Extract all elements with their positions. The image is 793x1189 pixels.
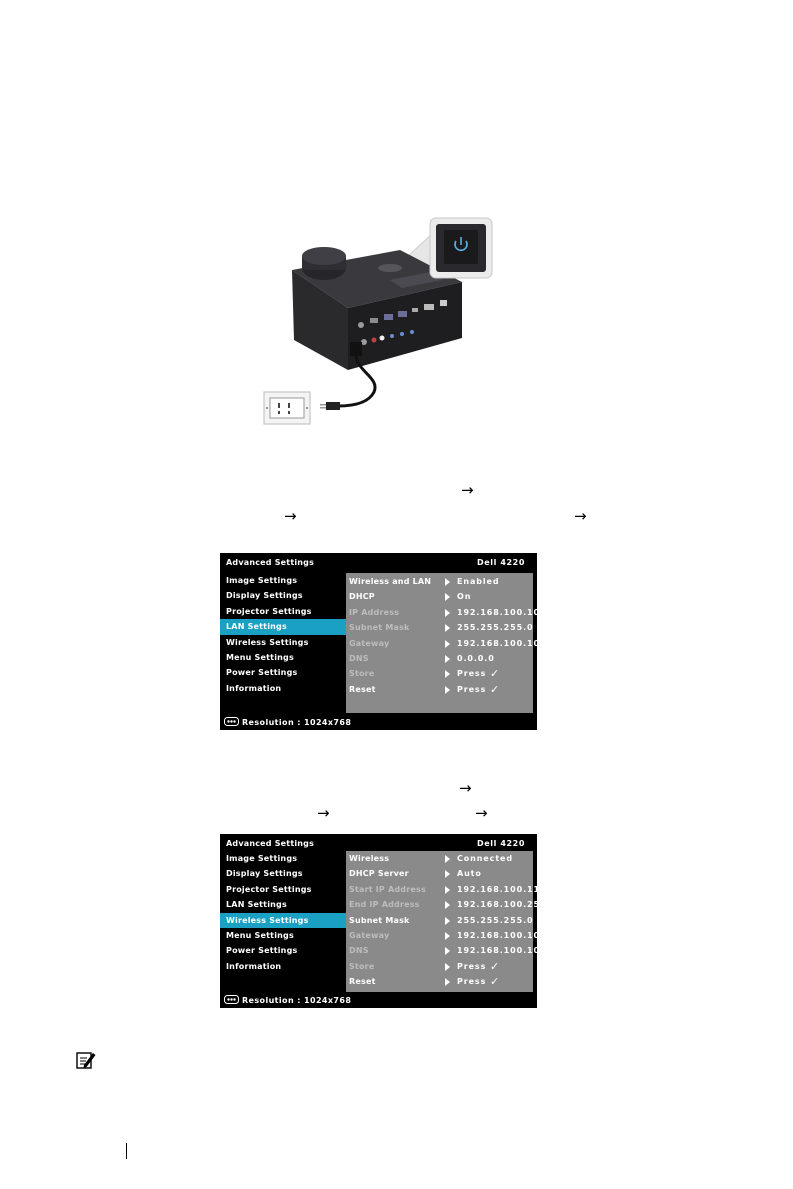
setting-label: Wireless and LAN [349,577,432,586]
setting-row-dhcp-server[interactable] [346,866,533,881]
sidebar-item-wireless-settings[interactable]: Wireless Settings [226,637,309,647]
wireless-settings-menu [220,834,547,1008]
triangle-right-icon [445,609,450,617]
model-name: Dell 4220 [476,558,525,567]
checkmark-icon: ✓ [490,667,500,681]
osd-header [220,834,537,852]
osd-footer [220,714,537,730]
sidebar-item-menu-settings[interactable]: Menu Settings [226,930,294,940]
setting-row-dhcp[interactable] [346,589,533,604]
triangle-right-icon [445,978,450,986]
lan-settings-menu [220,553,540,730]
arrow-icon: → [284,507,297,525]
setting-value: 255.255.255.0 [457,915,534,925]
triangle-right-icon [445,886,450,894]
setting-row-subnet-mask[interactable] [346,913,533,928]
page-footer-divider [126,1143,127,1159]
osd-settings-panel [346,851,547,992]
setting-value: 192.168.100.10 [457,946,540,956]
note-pencil-icon [76,1050,96,1070]
setting-value: Press [457,684,487,694]
menu-title: Advanced Settings [226,558,315,567]
projector-power-illustration [240,210,510,435]
arrow-icon: → [461,481,474,499]
triangle-right-icon [445,640,450,648]
setting-label: End IP Address [349,900,420,910]
setting-label: DHCP Server [349,869,409,879]
setting-value: Press [457,669,487,679]
osd-footer [220,992,537,1008]
triangle-right-icon [445,578,450,586]
setting-label: Start IP Address [349,884,426,894]
setting-label: Store [349,961,375,971]
sidebar-item-information[interactable]: Information [226,961,282,971]
resolution-text: Resolution : 1024x768 [242,996,352,1005]
setting-row-reset[interactable] [346,974,533,989]
setting-value: 192.168.100.254 [457,900,547,910]
setting-label: DNS [349,653,369,663]
sidebar-item-image-settings[interactable]: Image Settings [226,576,298,585]
setting-value: On [457,592,472,602]
setting-value: Enabled [457,577,500,586]
triangle-right-icon [445,963,450,971]
setting-label: Gateway [349,638,390,648]
source-icon [224,717,239,726]
setting-value: 255.255.255.0 [457,623,534,633]
model-name: Dell 4220 [476,839,525,848]
setting-label: Gateway [349,930,390,940]
triangle-right-icon [445,855,450,863]
triangle-right-icon [445,947,450,955]
setting-value: 0.0.0.0 [457,653,495,663]
setting-row-gateway[interactable] [346,928,540,943]
osd-header [220,553,537,571]
setting-value: Connected [457,854,514,863]
arrow-icon: → [574,507,587,525]
osd-settings-panel [346,573,540,713]
sidebar-item-information[interactable]: Information [226,683,282,693]
setting-label: Store [349,669,375,679]
setting-label: IP Address [349,607,400,617]
osd-sidebar [220,851,346,974]
setting-label: DNS [349,946,369,956]
sidebar-item-power-settings[interactable]: Power Settings [226,946,298,956]
checkmark-icon: ✓ [490,682,500,696]
setting-row-end-ip-address[interactable] [346,897,547,912]
setting-label: DHCP [349,592,375,602]
arrow-icon: → [459,779,472,797]
arrow-icon: → [317,804,330,822]
checkmark-icon: ✓ [490,975,500,989]
triangle-right-icon [445,655,450,663]
setting-label: Subnet Mask [349,623,410,633]
sidebar-item-lan-settings[interactable]: LAN Settings [226,900,287,910]
sidebar-item-display-settings[interactable]: Display Settings [226,869,303,879]
setting-label: Reset [349,977,376,987]
setting-row-subnet-mask[interactable] [346,620,533,635]
setting-value: Auto [457,869,482,879]
setting-row-start-ip-address[interactable] [346,882,540,897]
triangle-right-icon [445,917,450,925]
setting-value: 192.168.100.11 [457,884,540,894]
setting-row-store[interactable] [346,666,533,681]
checkmark-icon: ✓ [490,959,500,973]
setting-row-reset[interactable] [346,682,533,697]
setting-row-wireless-and-lan[interactable] [346,574,533,589]
triangle-right-icon [445,670,450,678]
setting-row-dns[interactable] [346,651,533,666]
menu-title: Advanced Settings [226,839,315,848]
setting-row-dns[interactable] [346,943,540,958]
sidebar-item-projector-settings[interactable]: Projector Settings [226,606,312,616]
setting-row-wireless[interactable] [346,851,533,866]
setting-row-store[interactable] [346,959,533,974]
setting-value: 192.168.100.10 [457,930,540,940]
resolution-text: Resolution : 1024x768 [242,718,352,727]
sidebar-item-wireless-settings[interactable]: Wireless Settings [220,913,346,928]
arrow-icon: → [475,804,488,822]
setting-value: 192.168.100.10 [457,638,540,648]
osd-sidebar [220,573,346,696]
triangle-right-icon [445,686,450,694]
sidebar-item-power-settings[interactable]: Power Settings [226,668,298,678]
setting-row-gateway[interactable] [346,636,540,651]
setting-label: Subnet Mask [349,915,410,925]
sidebar-item-menu-settings[interactable]: Menu Settings [226,652,294,662]
triangle-right-icon [445,870,450,878]
sidebar-item-lan-settings[interactable]: LAN Settings [220,619,346,634]
setting-label: Reset [349,684,376,694]
sidebar-item-display-settings[interactable]: Display Settings [226,591,303,601]
triangle-right-icon [445,593,450,601]
setting-label: Wireless [349,854,390,863]
triangle-right-icon [445,901,450,909]
sidebar-item-projector-settings[interactable]: Projector Settings [226,884,312,894]
triangle-right-icon [445,932,450,940]
setting-row-ip-address[interactable] [346,605,540,620]
setting-value: 192.168.100.10 [457,607,540,617]
sidebar-item-image-settings[interactable]: Image Settings [226,854,298,863]
setting-value: Press [457,961,487,971]
setting-value: Press [457,977,487,987]
source-icon [224,995,239,1004]
triangle-right-icon [445,624,450,632]
